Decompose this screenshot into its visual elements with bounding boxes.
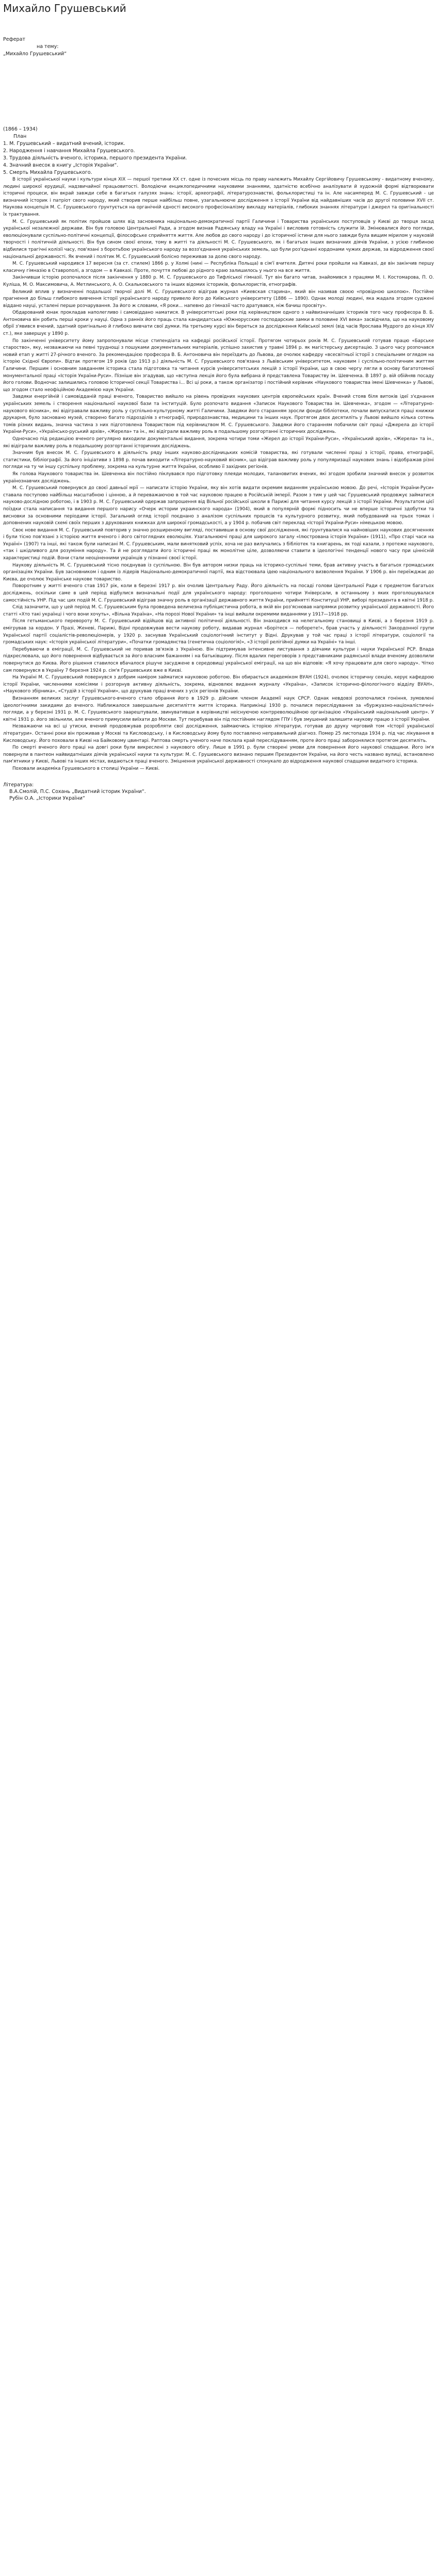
body-paragraph: По закінченні університету йому запропонували місце стипендіата на кафедрі російської історії. Протягом чотирьох років М. С. Грушевський готував працю «Барське староство», яку, незважаючи на певні труднощі з пошуками документальних матеріалів, успішно захистив у травні 1894 р. як магістерську дисертацію. З цього часу розпочався новий етап у житті 27-річного вченого. За рекомендацією професора В. Б. Антоновича він переїздить до Львова, де очолює кафедру «всесвітньої історії з спеціальним оглядом на історію Східної Європи». Відтак протягом 19 років (до 1913 р.) діяльність М. С. Грушевського пов'язана з Львівським університетом, науковим і суспільно-політичним життям Галичини. Першим і основним завданням історика стала підготовка та читання курсів університетських лекцій з історії України, що в свою чергу лягли в основу багатотомної монументальної праці «Історія України-Руси». Пізніше він згадував, що «вступна лекція його була вибрана й представлена Товариству ім. Шевченка. В 1897 р. вій обійняв посаду його голови. Водночас залишились головою Історичної секції Товариства і... Всі ці роки, а також організатор і постійний керівник «Наукового товариства імені Шевченка» у Львові, що згодом стало неофіційною Академією наук України. xyxy=(3,338,434,393)
essay-body xyxy=(3,176,434,772)
body-paragraph: По смерті вченого його праці на довгі роки були викреслені з наукового обігу. Лише в 1991 р. були створені умови для повернення його наукової спадщини. Його ім'я повернули в пантеон найвидатніших діячів української науки та культури: М. С. Грушевського визнано першим Президентом України, на його честь названо вулиці, встановлено пам'ятники у Києві, Львові та інших містах, видаються праці вченого. Зміцнення української державності спонукало до відродження наукової спадщини видатного історика. xyxy=(3,745,434,765)
plan-item: 5. Смерть Михайла Грушевського. xyxy=(3,170,92,175)
literature-section xyxy=(3,782,434,802)
body-paragraph: М. С. Грушевський як політик пройшов шлях від засновника національно-демократичної партії Галичини і Товариства українських поступовців у Києві до творця засад української незалежної держави. Він був головою Центральної Ради, а згодом визнав Радянську владу на Україні і висловив готовність служити їй. Змінювалися його погляди, еволюціонували суспільно-політичні концепції, філософське сприйняття життя. Але любов до свого народу і до історичної істини для нього завжди була вищим мірилом у науковій творчості і політичній діяльності. Він був сином своєї епохи, тому в житті та діяльності М. С. Грушевського, як і багатьох інших визначних діячів України, з усією глибиною відбилися трагічні колізії часу, пов'язані з боротьбою українського народу за возз'єднання українських земель, що були роз'єднані кордонами чужих держав, за відродження своєї національної державності. Як вчений і політик М. С. Грушевський болісно переживав за долю свого народу. xyxy=(3,219,434,260)
body-paragraph: Обдарований юнак прокладав наполегливо і самовіддано наматися. В університетські роки під керівництвом одного з найвизначніших істориків того часу професора В. Б. Антоновича він робить перші кроки у науці. Одна з ранніх його праць стала кандидатська «Южнорусские господарские замки в половине XVI века» засвідчила, що на науковому обрії з'явився вчений, здатний оригінально й глибоко вивчати свої думки. На третьому курсі він береться за дослідження Київської землі (від часів Ярослава Мудрого до кінця XIV ст.), яке завершує у 1890 р. xyxy=(3,310,434,337)
body-paragraph: Завдяки енергійній і самовідданій праці вченого, Товариство вийшло на рівень провідних наукових центрів європейських країн. Вчений стояв біля витоків ідеї з'єднання українських земель і створення національної наукової бази та інституцій. Було розпочато видання «Записок Наукового Товариства ім. Шевченка», згодом — «Літературно-наукового вісника», які відігравали важливу роль у суспільно-культурному житті Галичини. Завдяки його старанням зросли фонди бібліотеки, почали випускатися праці книжки друкарня, було засновано музей, створено багато підрозділів з етнографії, природознавства, медицини та інших наук. Протягом двох десятиліть у Львові вийшло кілька сотень томів різних видань, значна частина з них підготовлена Товариством під керівництвом М. С. Грушевського. Завдяки його старанням побачили світ праці «Джерела до історії України-Руси», «Українсько-руський архів», «Жерела» та ін., які відіграли важливу роль в подальшому розгортанні історичних досліджень. xyxy=(3,394,434,435)
essay-kind: Реферат xyxy=(3,37,25,42)
plan-section xyxy=(3,126,434,176)
body-paragraph: В історії української науки і культури кінця XIX — першої третини XX ст. одне із почесних місць по праву належить Михайлу Сергійовичу Грушевському - видатному вченому, людині широкої ерудиції, надзвичайної працьовитості. Володіючи енциклопедичними науковими знаннями, здатністю всебічно аналізувати й художній формі відтворювати історичні процеси, він вкрай завжди себе в багатьох галузях знань: історії, археографії, літературознавстві, фольклористиці та ін. Але насамперед М. С. Грушевський - це визначний історик і патріот свого народу, який створив перше найбільш повне, узагальнююче дослідження з історії України від найдавніших часів до другої половини XVII ст. Наукова концепція М. С. Грушевського ґрунтується на органічній єдності високого професіоналізму викладу матеріалів, глибоких знаннях літератури і джерел та оригінальності їх трактування. xyxy=(3,177,434,217)
body-paragraph: М. С. Грушевський повернувся до своєї давньої мрії — написати історію України, яку він хотів видати окремим виданням українською мовою. До речі, «Історія України-Руси» ставала поступово найбільш масштабною і цінною, а й переважаючою в той час науковою працею в Російській імперії. Разом з тим у цей час Грушевський продовжує займатися науково-дослідною роботою, і в 1903 р. М. С. Грушевський одержав запрошення від Вільної російської школи в Парижі для читання курсу лекцій з історії України. Результатом цієї поїздки стала написання та видання першого нарису «Очерк истории украинского народа» (1904), який в популярній формі підносить чи не вперше історичні здобутки та висновки за основними періодами історії. Загальний огляд історії поєднано з аналізом суспільних процесів та культурного розвитку, який побудований на трьох томах і доповнених науковій схемі своїх перших з друкованих книжках для широкої громадськості, а у 1904 р. побачив світ переклад «Історії України-Руси» німецькою мовою. xyxy=(3,485,434,526)
body-paragraph: Перебуваючи в еміграції, М. С. Грушевський не поривав зв'язків з Україною. Він підтримував інтенсивне листування з діячами культури і науки Української РСР. Влада підкреслювала, що його повернення відбувається за його власним бажанням і на батьківщину. Після вдалих переговорів з представниками радянської влади вченому дозволили повернутися до Києва. Його рішення ставилося вбачалося рішуче засуджене в середовищі української еміграції, на що він відповів: «Я хочу працювати для свого народу». Чітко сам повернувся в Україну 7 березня 1924 р. сім'я Грушевських вже в Києві. xyxy=(3,646,434,673)
body-paragraph: Визнанням великих заслуг Грушевського-вченого стало обрання його в 1929 р. дійсним членом Академії наук СРСР. Однак невдовзі розпочалися гоніння, зумовлені ідеологічними закидами до вченого. Наближалося завершальне десятиліття життя історика. Наприкінці 1930 р. почалися переслідування за «буржуазно-націоналістичні» погляди, а у березні 1931 р. М. С. Грушевського заарештували, звинувативши в керівництві неіснуючою контрреволюційною організацією «Український національний центр». У квітні 1931 р. його звільнили, але вченого примусили виїхати до Москви. Тут перебував він під постійним наглядом ГПУ і був змушений залишити наукову працю з історії України. xyxy=(3,695,434,722)
body-paragraph: М. С. Грушевський народився 17 вересня (за ст. стилем) 1866 р. у Холмі (нині — Республіка Польща) в сім'ї вчителя. Дитячі роки пройшли на Кавказі, де він закінчив першу класичну гімназію в Ставрополі, а згодом — в Кавказі. Проте, почуття любові до рідного краю залишилось у нього на все життя. xyxy=(3,261,434,273)
essay-header xyxy=(3,36,434,58)
body-paragraph: Поховали академіка Грушевського в столиці України — Києві. xyxy=(12,766,160,771)
body-paragraph: Своє нове видання М. С. Грушевський повторив у значно розширеному вигляді, поставивши в основу свої дослідження, які ґрунтувалися на найновіших наукових досягненнях і були тісно пов'язані з історією життя вченого і його світоглядних еволюціях. Узагальнюючі праці для широкого загалу «Ілюстрована історія України» (1911), «Про старі часи на Україні» (1907) та інші, які також були написані М. С. Грушевським, мали винятковий успіх, хоча не раз вилучались з бібліотек та книгарень, як тоді казали, з протеже наукового, «так і шкідливого для розуміння народу». Та й не розглядати його історичні праці як монолітне ціле, дозволяючи ставити в ідеологічні тенденції нового часу при ціннісній характеристиці подій. Вони стали неоціненними українців у пізнанні своєї історії. xyxy=(3,527,434,561)
body-paragraph: На Україні М. С. Грушевський повернувся з добрим наміром займатися науковою роботою. Він обирається академіком ВУАН (1924), очолює історичну секцію, керує кафедрою історії України, численними комісіями і розгорнув активну діяльність, зокрема, відновлює видання журналу «Україна», «Записок історично-філологічного відділу ВУАН», «Наукового збірника», «Студій з історії України», що друкував праці вчених з усіх регіонів України. xyxy=(3,675,434,694)
body-paragraph: Незважаючи на всі ці утиски, вчений продовжував розробляти свої дослідження, займаючись історією літератури, готував до друку черговий том «Історії української літератури». Останні роки він проживав у Москві та Кисловодську, і в Кисловодську йому було поставлено неправильний діагноз. Помер 25 листопада 1934 р. під час лікування в Кисловодську. Його поховали в Києві на Байковому цвинтарі. Раптова смерть ученого наче поклала край переслідуванням, проте його праці заборонялися протягом десятиліть. xyxy=(3,724,434,743)
body-paragraph: Поворотним у житті вченого став 1917 рік, коли в березні 1917 р. він очолив Центральну Раду. Його діяльність на посаді голови Центральної Ради є предметом багатьох досліджень, оскільки саме в цей період відбулися визначальні події для українського народу: проголошено чотири Універсали, в останньому з яких проголошувалася самостійність УНР. Під час цих подій М. С. Грушевський відіграв значну роль в організації державного життя України, прийнятті Конституції УНР, виборі президента в квітні 1918 р. xyxy=(3,584,434,603)
body-paragraph: Слід зазначити, що у цей період М. С. Грушевським була проведена величезна публіцистична робота, в якій він роз'яснював напрямки розвитку української державності. Його статті «Хто такі українці і чого вони хочуть», «Вільна Україна», «На порозі Нової України» та інші вийшли окремими виданнями у 1917—1918 рр. xyxy=(3,605,434,617)
body-paragraph: Значним був внесок М. С. Грушевського в діяльність ряду інших науково-дослідницьких комісій товариства, які готували численні праці з історії, права, етнографії, статистики, бібліографії. За його ініціативи з 1898 р. почав виходити «Літературно-науковий вісник», що відіграв важливу роль у популяризації наукових знань і відображав різні погляди на ту чи іншу суспільну проблему, зокрема на культурне життя України, особливо її західних регіонів. xyxy=(3,450,434,470)
essay-topic: „Михайло Грушевський“ xyxy=(3,51,67,57)
body-paragraph: Як голова Наукового товариства ім. Шевченка він постійно піклувався про підготовку плеяди молодих, талановитих вчених, які згодом зробили значний внесок у розвиток українознавчих досліджень. xyxy=(3,471,434,484)
page-title: Михайло Грушевський xyxy=(3,2,126,14)
plan-label: План xyxy=(13,134,27,139)
lifespan-years: (1866 – 1934) xyxy=(3,126,38,132)
plan-item: 2. Народження і навчання Михайла Грушевського. xyxy=(3,148,135,154)
body-paragraph: Після гетьманського перевороту М. С. Грушевський відійшов від активної політичної діяльності. Він знаходився на нелегальному становищі в Києві, а з березня 1919 р. емігрував за кордон. У Празі, Женеві, Парижі, Відні продовжував вести наукову роботу, видавав журнал «Борітеся — поборете!», брав участь у діяльності Закордонної групи Української партії соціалістів-революціонерів, у 1920 р. заснував Український соціологічний інститут у Відні. Друкував у той час праці з історії літератури, соціології та громадських наук: «Історія української літератури», «Початки громадянства (генетична соціологія)», «З історії релігійної думки на Україні» та інші. xyxy=(3,619,434,645)
plan-item: 3. Трудова діяльність вченого, історика, першого президента України. xyxy=(3,155,187,161)
literature-item: В.А.Смолій, П.С. Сохань „Видатний історик України“. xyxy=(9,789,146,795)
body-paragraph: Великий вплив у визначенні подальшої творчої долі М. С. Грушевського відіграв журнал «Киевская старина», який він називав своєю «провідною школою». Постійне прагнення до більш глибокого вивчення історії українського народу привело його до Київського університету (1886 — 1890). Однак молоді людині, яка жадала згодом суджені віддано науці, усталені перше розчарування. За його ж словами, «Я роки... напевно до гімназії часто дратувався, ніж бачиш просвіту». xyxy=(3,289,434,309)
plan-item: 4. Значний внесок в книгу „Історія України“. xyxy=(3,163,119,168)
body-paragraph: Закінчивши історію розпочалося після закінчення у 1880 р. М. С. Грушевського до Тифліської гімназії. Тут він багато читав, знайомився з працями М. І. Костомарова, П. О. Куліша, М. О. Максимовича, А. Метлинського, А. О. Скальковського та інших відомих істориків, фольклористів, етнографів. xyxy=(3,275,434,287)
body-paragraph: Наукову діяльність М. С. Грушевський тісно поєднував із суспільною. Він був автором низки праць на історико-суспільні теми, брав активну участь в багатьох громадських організаціях України. Був засновником і одним із лідерів Національно-демократичної партії, яка відстоювала ідею національного визволення України. У 1906 р. він переїжджає до Києва, де очолює Українське наукове товариство. xyxy=(3,562,434,582)
document-page xyxy=(0,0,437,802)
literature-label: Література: xyxy=(3,782,34,788)
literature-item: Рубін О.А. „Історики України“ xyxy=(9,796,85,802)
topic-label: на тему: xyxy=(37,44,59,50)
plan-item: 1. М. Грушевський – видатний вчений, історик. xyxy=(3,141,125,147)
body-paragraph: Одночасно під редакцією вченого регулярно виходили документальні видання, зокрема чотири томи «Жерел до історії України-Руси», «Український архів», «Жерела» та ін., які відіграли важливу роль в подальшому розгортанні історичних досліджень. xyxy=(3,436,434,449)
